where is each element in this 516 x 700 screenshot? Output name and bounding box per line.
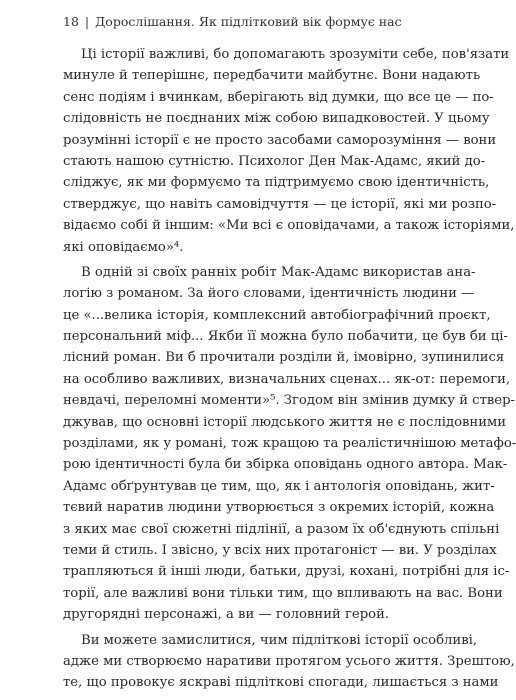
text-line: розділами, як у романі, тож кращою та реалістичнішою метафо- [63,436,516,452]
paragraph [63,630,515,694]
text-line: відаємо собі й іншим: «Ми всі є оповідачами, а також історіями, [63,218,515,234]
text-line: теми й стиль. І звісно, у всіх них протагоніст — ви. У розділах [63,542,497,558]
text-line: Адамс обґрунтував це тим, що, як і антологія оповідань, жит- [63,478,495,494]
text-line: минуле й теперішнє, передбачити майбутнє. Вони надають [63,68,481,84]
text-line: стверджує, що навіть самовідчуття — це історії, які ми розпо- [63,196,497,212]
text-line: В одній зі своїх ранніх робіт Мак-Адамс використав ана- [81,264,476,280]
text-line: лісний роман. Ви б прочитали розділи й, імовірно, зупинилися [63,350,505,366]
text-line: на особливо важливих, визначальних сценах... як-от: перемоги, [63,371,511,387]
text-line: логію з романом. За його словами, ідентичність людини — [63,286,475,302]
paragraph [63,262,516,626]
text-line: торії, але важливі вони тільки тим, що впливають на вас. Вони [63,585,503,601]
text-line: розумінні історії є не просто засобами саморозуміння — вони [63,132,497,148]
text-line: Ви можете замислитися, чим підліткові історії особливі, [81,632,478,648]
text-line: стають нашою сутністю. Психолог Ден Мак-Адамс, який до- [63,153,486,169]
text-line: з яких має свої сюжетні підлінії, а разом їх об'єднують спільні [63,521,500,537]
text-line: сліджує, як ми формуємо та підтримуємо свою ідентичність, [63,175,490,191]
running-title: Дорослішання. Як підлітковий вік формує нас [95,14,402,29]
paragraph [63,44,515,258]
text-line: Ці історії важливі, бо допомагають зрозуміти себе, пов'язати [81,47,510,62]
header-separator: | [84,14,90,29]
text-line: джував, що основні історії людського життя не є послідовними [63,414,507,430]
text-line: трапляються й інші люди, батьки, друзі, кохані, потрібні для іс- [63,564,510,580]
body-text [63,44,516,694]
text-line: тєвий наратив людини утворюється з окремих історій, кожна [63,500,495,516]
text-line: рою ідентичності була би збірка оповідань одного автора. Мак- [63,457,508,473]
text-line: те, що провокує яскраві підліткові спогади, лишається з нами [63,675,499,691]
running-header [63,14,402,30]
text-line: персональний міф... Якби її можна було побачити, це був би ці- [63,329,508,345]
text-line: слідовність не поєднаних між собою випадковостей. У цьому [63,111,490,127]
page-number: 18 [63,14,79,29]
text-line: адже ми створюємо наративи протягом усього життя. Зрештою, [63,653,515,669]
text-line: невдачі, переломні моменти»⁵. Згодом він змінив думку й ствер- [63,393,515,409]
text-line: це «...велика історія, комплексний автобіографічний проєкт, [63,307,491,323]
text-line: які оповідаємо»⁴. [63,239,184,255]
text-line: другорядні персонажі, а ви — головний герой. [63,607,390,623]
text-line: сенс подіям і вчинкам, вберігають від думки, що все це — по- [63,89,494,105]
